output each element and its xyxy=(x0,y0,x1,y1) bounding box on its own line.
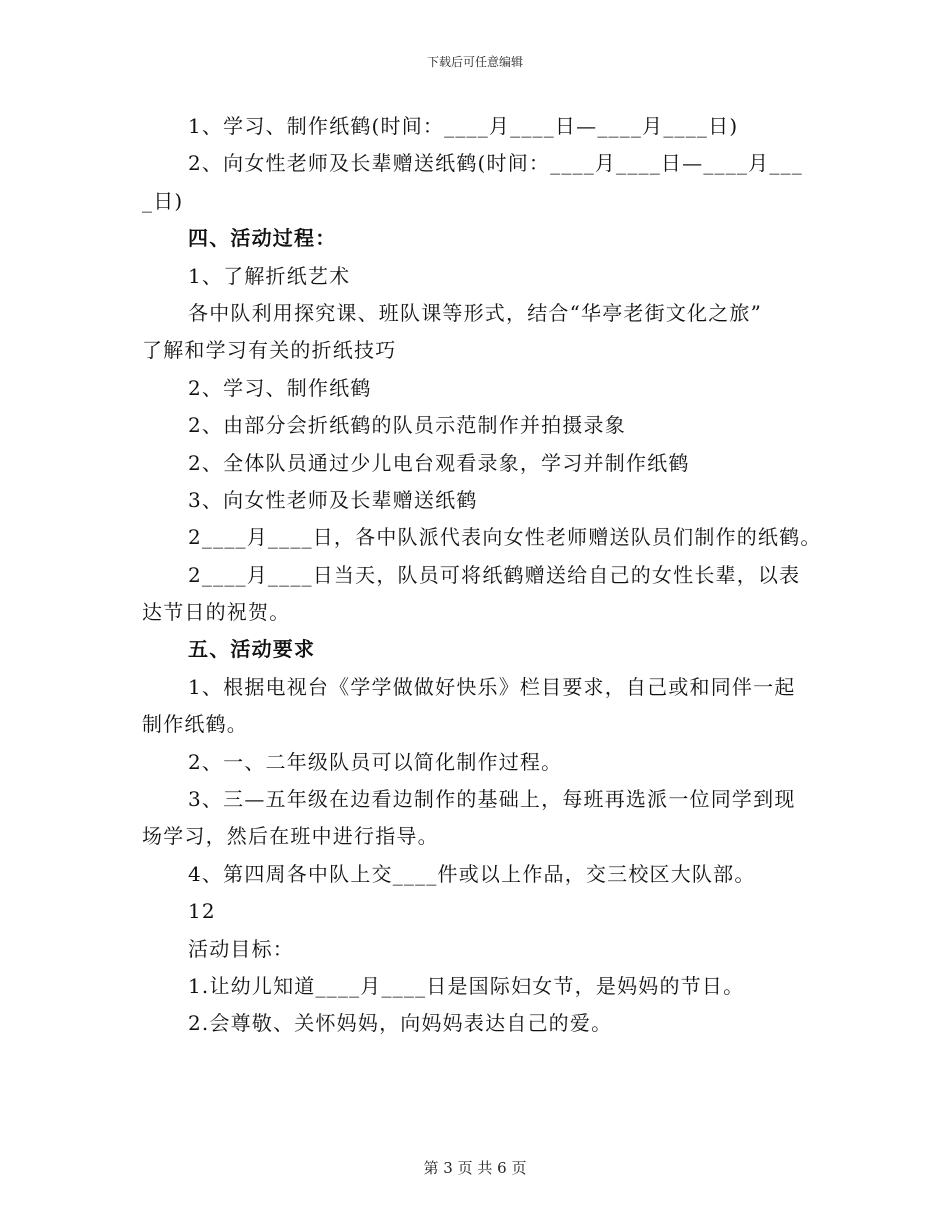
paragraph-line: _日) xyxy=(142,188,184,213)
paragraph-line: 1、了解折纸艺术 xyxy=(188,263,351,288)
paragraph-line: 达节日的祝贺。 xyxy=(142,600,291,625)
section-heading: 四、活动过程： xyxy=(188,226,337,251)
paragraph-line: 2、全体队员通过少儿电台观看录象，学习并制作纸鹤 xyxy=(188,450,690,475)
paragraph-line: 2、一、二年级队员可以简化制作过程。 xyxy=(188,749,563,774)
paragraph-line: 2.会尊敬、关怀妈妈，向妈妈表达自己的爱。 xyxy=(188,1011,613,1036)
section-heading: 五、活动要求 xyxy=(188,637,316,662)
paragraph-line: 1、根据电视台《学学做做好快乐》栏目要求，自己或和同伴一起 xyxy=(188,674,796,699)
paragraph-line: 2、由部分会折纸鹤的队员示范制作并拍摄录象 xyxy=(188,413,626,438)
paragraph-line: 2、向女性老师及长辈赠送纸鹤(时间：____月____日—____月___ xyxy=(188,151,803,176)
page-footer-number: 第 3 页 共 6 页 xyxy=(423,1159,527,1177)
page-header-note: 下载后可任意编辑 xyxy=(426,55,523,69)
paragraph-line: 场学习，然后在班中进行指导。 xyxy=(142,824,439,849)
paragraph-line: 3、三—五年级在边看边制作的基础上，每班再选派一位同学到现 xyxy=(188,787,796,812)
paragraph-line: 各中队利用探究课、班队课等形式，结合“华亭老街文化之旅” xyxy=(188,300,763,325)
paragraph-line: 制作纸鹤。 xyxy=(142,712,248,737)
paragraph-line: 1、学习、制作纸鹤(时间：____月____日—____月____日) xyxy=(188,114,739,138)
document-body xyxy=(142,108,822,1043)
paragraph-line: 活动目标： xyxy=(188,936,294,961)
paragraph-line: 3、向女性老师及长辈赠送纸鹤 xyxy=(188,487,478,512)
paragraph-line: 2、学习、制作纸鹤 xyxy=(188,375,372,400)
paragraph-line: 了解和学习有关的折纸技巧 xyxy=(142,338,397,363)
paragraph-line: 12 xyxy=(188,899,216,924)
paragraph-line: 1.让幼儿知道____月____日是国际妇女节，是妈妈的节日。 xyxy=(188,973,745,998)
paragraph-line: 2____月____日，各中队派代表向女性老师赠送队员们制作的纸鹤。 xyxy=(188,525,822,550)
paragraph-line: 2____月____日当天，队员可将纸鹤赠送给自己的女性长辈，以表 xyxy=(188,562,801,587)
paragraph-line: 4、第四周各中队上交____件或以上作品，交三校区大队部。 xyxy=(188,861,756,886)
